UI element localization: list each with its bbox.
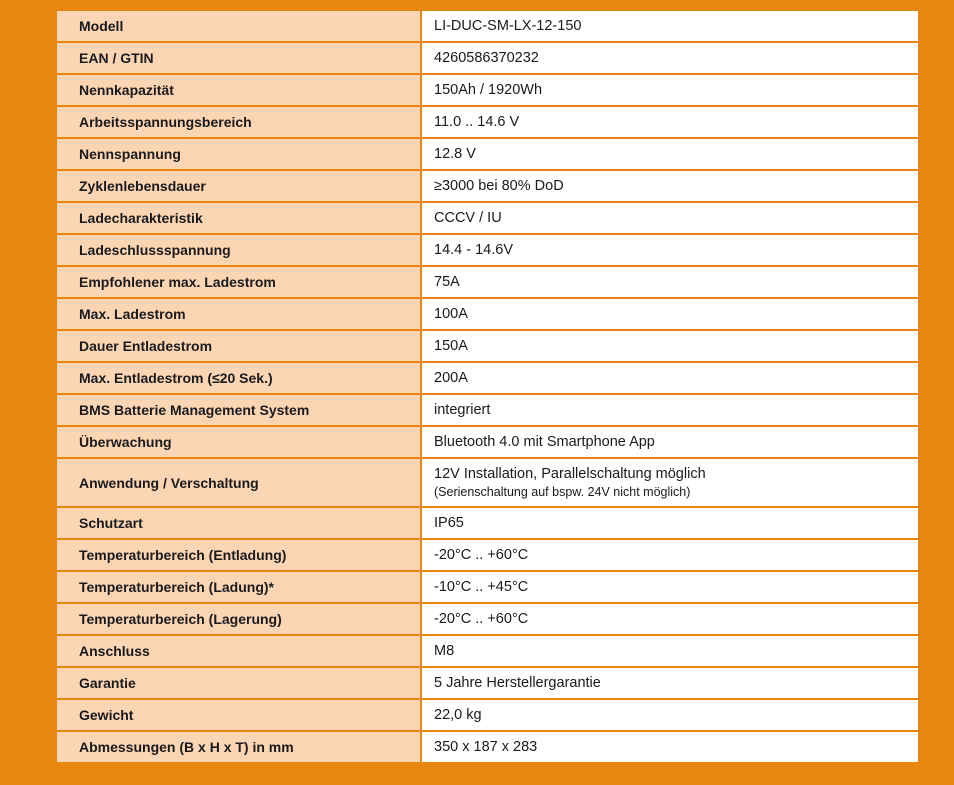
- spec-label: Ladecharakteristik: [57, 203, 420, 233]
- spec-value: [422, 171, 918, 201]
- spec-label: Dauer Entladestrom: [57, 331, 420, 361]
- spec-value-text: IP65: [434, 515, 464, 531]
- table-row: [57, 267, 918, 297]
- spec-value-text: 11.0 .. 14.6 V: [434, 114, 520, 130]
- table-row: [57, 107, 918, 137]
- spec-value: [422, 43, 918, 73]
- spec-value-text: 100A: [434, 306, 468, 322]
- spec-value: [422, 668, 918, 698]
- spec-value-text: -20°C .. +60°C: [434, 547, 529, 563]
- spec-value: [422, 508, 918, 538]
- table-row: [57, 636, 918, 666]
- spec-label: Ladeschlussspannung: [57, 235, 420, 265]
- spec-value-text: 350 x 187 x 283: [434, 739, 538, 755]
- spec-value: [422, 363, 918, 393]
- spec-value-text: integriert: [434, 402, 491, 418]
- table-row: [57, 508, 918, 538]
- spec-value-text: 14.4 - 14.6V: [434, 242, 513, 258]
- spec-label: Abmessungen (B x H x T) in mm: [57, 732, 420, 762]
- table-row: [57, 139, 918, 169]
- spec-value: [422, 331, 918, 361]
- spec-value: [422, 203, 918, 233]
- spec-value-text: 12.8 V: [434, 146, 476, 162]
- spec-value: [422, 75, 918, 105]
- table-row: [57, 203, 918, 233]
- spec-value-note: (Serienschaltung auf bspw. 24V nicht möglich): [434, 485, 691, 499]
- spec-label: Nennkapazität: [57, 75, 420, 105]
- spec-value: [422, 459, 918, 506]
- spec-label: Anwendung / Verschaltung: [57, 459, 420, 506]
- table-row: [57, 395, 918, 425]
- spec-value: [422, 732, 918, 762]
- table-row: [57, 235, 918, 265]
- spec-value: [422, 636, 918, 666]
- table-row: [57, 572, 918, 602]
- spec-value-text: 200A: [434, 370, 468, 386]
- spec-value-text: -10°C .. +45°C: [434, 579, 529, 595]
- spec-value-text: 75A: [434, 274, 460, 290]
- spec-value: [422, 540, 918, 570]
- spec-value: [422, 427, 918, 457]
- spec-value-text: M8: [434, 643, 455, 659]
- table-row: [57, 700, 918, 730]
- table-row: [57, 11, 918, 41]
- table-row: [57, 299, 918, 329]
- spec-label: Temperaturbereich (Entladung): [57, 540, 420, 570]
- table-row: [57, 331, 918, 361]
- spec-value: [422, 139, 918, 169]
- table-row: [57, 43, 918, 73]
- spec-value: [422, 107, 918, 137]
- spec-value: [422, 11, 918, 41]
- spec-value: [422, 572, 918, 602]
- spec-label: Empfohlener max. Ladestrom: [57, 267, 420, 297]
- spec-value-text: 150Ah / 1920Wh: [434, 82, 543, 98]
- table-row: [57, 427, 918, 457]
- spec-label: Nennspannung: [57, 139, 420, 169]
- spec-value: [422, 604, 918, 634]
- spec-value: [422, 700, 918, 730]
- spec-label: EAN / GTIN: [57, 43, 420, 73]
- spec-value-text: 150A: [434, 338, 468, 354]
- spec-value-text: 4260586370232: [434, 50, 539, 66]
- spec-label: Anschluss: [57, 636, 420, 666]
- spec-value: [422, 267, 918, 297]
- spec-table: [57, 11, 918, 762]
- table-row: [57, 459, 918, 506]
- spec-label: Max. Entladestrom (≤20 Sek.): [57, 363, 420, 393]
- spec-label: Schutzart: [57, 508, 420, 538]
- spec-label: Zyklenlebensdauer: [57, 171, 420, 201]
- spec-value: [422, 299, 918, 329]
- spec-label: Temperaturbereich (Ladung)*: [57, 572, 420, 602]
- table-row: [57, 75, 918, 105]
- spec-value-text: ≥3000 bei 80% DoD: [434, 178, 564, 194]
- spec-value-text: Bluetooth 4.0 mit Smartphone App: [434, 434, 655, 450]
- spec-label: Temperaturbereich (Lagerung): [57, 604, 420, 634]
- spec-value-text: 12V Installation, Parallelschaltung möglich: [434, 466, 706, 482]
- spec-label: Arbeitsspannungsbereich: [57, 107, 420, 137]
- spec-value-text: CCCV / IU: [434, 210, 502, 226]
- table-row: [57, 363, 918, 393]
- spec-value: [422, 395, 918, 425]
- table-row: [57, 540, 918, 570]
- spec-value-text: LI-DUC-SM-LX-12-150: [434, 18, 582, 34]
- table-row: [57, 732, 918, 762]
- spec-value-text: -20°C .. +60°C: [434, 611, 529, 627]
- spec-value: [422, 235, 918, 265]
- spec-label: Max. Ladestrom: [57, 299, 420, 329]
- spec-label: Überwachung: [57, 427, 420, 457]
- spec-value-text: 5 Jahre Herstellergarantie: [434, 675, 601, 691]
- table-row: [57, 171, 918, 201]
- spec-value-text: 22,0 kg: [434, 707, 482, 723]
- spec-label: Gewicht: [57, 700, 420, 730]
- spec-label: Modell: [57, 11, 420, 41]
- table-row: [57, 668, 918, 698]
- table-row: [57, 604, 918, 634]
- spec-label: BMS Batterie Management System: [57, 395, 420, 425]
- spec-label: Garantie: [57, 668, 420, 698]
